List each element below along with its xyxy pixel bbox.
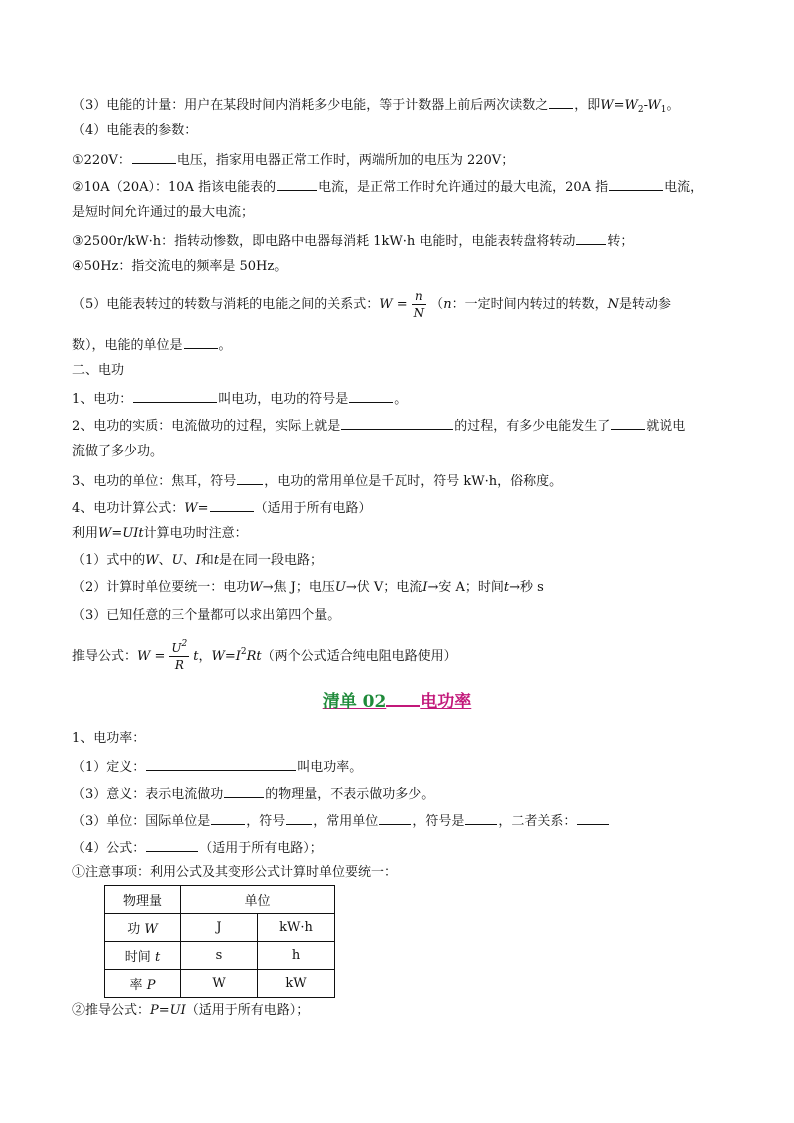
text: 流做了多少功。	[72, 444, 164, 459]
text: 叫电功，电功的符号是	[218, 392, 349, 407]
text: （3）电能的计量：用户在某段时间内消耗多少电能，等于计数器上前后两次读数之	[72, 98, 549, 113]
text: 。	[394, 392, 408, 407]
blank[interactable]	[576, 231, 606, 245]
blank[interactable]	[210, 498, 254, 512]
table-header-cell: 单位	[181, 886, 335, 914]
formula: W =	[137, 649, 166, 664]
text-line	[72, 471, 562, 491]
text: 二、电功	[72, 363, 125, 378]
text: 电流，是正常工作时允许通过的最大电流，20A 指	[318, 180, 609, 195]
text: 时间	[124, 950, 151, 965]
superscript: 2	[181, 638, 188, 649]
text: ，电功的常用单位是千瓦时，符号 kW·h，俗称度。	[264, 474, 563, 489]
text: 1、电功：	[72, 392, 133, 407]
text: （4）公式：	[72, 841, 146, 856]
formula: t	[503, 580, 510, 595]
text: 、	[182, 553, 196, 568]
formula: P	[146, 978, 156, 993]
text: 、	[158, 553, 172, 568]
text: ④50Hz：指交流电的频率是 50Hz。	[72, 259, 288, 274]
text-line	[72, 607, 340, 625]
text: 叫电功率。	[297, 760, 363, 775]
text: →焦 J；电压	[262, 580, 335, 595]
text-line	[72, 231, 633, 251]
text-line	[72, 498, 372, 518]
text: 。	[666, 98, 680, 113]
text-line	[72, 177, 703, 197]
text: ：一定时间内转过的转数，	[451, 297, 608, 312]
fraction	[412, 289, 427, 321]
text: （1）式中的	[72, 553, 146, 568]
blank[interactable]	[132, 150, 176, 164]
text: ，符号是	[412, 814, 465, 829]
text-line	[72, 730, 145, 748]
formula: I	[195, 553, 201, 568]
text-line	[72, 95, 679, 115]
fraction-numerator	[169, 638, 189, 657]
blank[interactable]	[277, 177, 317, 191]
text: ①220V：	[72, 153, 131, 168]
text: 3、电功的单位：焦耳，符号	[72, 474, 237, 489]
text: 1、电功率：	[72, 731, 146, 746]
text-line	[72, 258, 287, 276]
table-cell: kW	[258, 970, 335, 998]
text: 是转动参	[618, 297, 671, 312]
text: 。	[218, 338, 232, 353]
table-cell	[105, 970, 181, 998]
formula: W=	[184, 501, 209, 516]
text: （2）计算时单位要统一：电功	[72, 580, 250, 595]
text: ②10A（20A）：10A 指该电能表的	[72, 180, 277, 195]
text: （适用于所有电路）；	[185, 1003, 310, 1018]
text: ，符号	[246, 814, 286, 829]
text-line	[72, 443, 163, 461]
text: U	[171, 640, 182, 655]
text: （1）定义：	[72, 760, 146, 775]
text-line	[72, 150, 514, 170]
blank[interactable]	[349, 389, 393, 403]
text-line	[72, 335, 232, 355]
blank[interactable]	[379, 811, 411, 825]
blank[interactable]	[224, 784, 264, 798]
blank[interactable]	[184, 335, 218, 349]
formula: U	[171, 553, 183, 568]
formula: W	[249, 580, 263, 595]
fraction	[169, 638, 189, 673]
table-cell: kW·h	[258, 914, 335, 942]
text: ，	[198, 649, 212, 664]
superscript: 2	[240, 647, 247, 657]
blank[interactable]	[146, 757, 296, 771]
formula: W=W	[600, 98, 638, 113]
section-title	[72, 362, 124, 380]
blank[interactable]	[146, 838, 198, 852]
table-cell: W	[181, 970, 258, 998]
text-line	[72, 579, 544, 597]
heading-number: 清单 02	[322, 692, 387, 712]
text-line	[72, 389, 407, 409]
text: ，二者关系：	[498, 814, 577, 829]
table-cell	[105, 942, 181, 970]
blank[interactable]	[549, 95, 573, 109]
text: ②推导公式：	[72, 1003, 151, 1018]
fraction-denominator: N	[413, 305, 425, 320]
text: 功	[127, 922, 141, 937]
subscript: 2	[637, 105, 644, 115]
text: （两个公式适合纯电阻电路使用）	[261, 649, 457, 664]
heading-title: 电功率	[420, 692, 472, 712]
text-line	[72, 838, 323, 858]
blank[interactable]	[577, 811, 609, 825]
text: 是短时间允许通过的最大电流；	[72, 205, 255, 220]
text: （3）单位：国际单位是	[72, 814, 211, 829]
text: （适用于所有电路）；	[199, 841, 323, 856]
blank[interactable]	[133, 389, 217, 403]
text-line	[72, 864, 397, 882]
table-cell: s	[181, 942, 258, 970]
text: →伏 V；电流	[345, 580, 423, 595]
formula: W=I	[211, 649, 241, 664]
formula: t	[193, 649, 199, 664]
text: （适用于所有电路）	[254, 501, 372, 516]
formula: -W	[643, 98, 661, 113]
text: 2、电功的实质：电流做功的过程，实际上就是	[72, 419, 341, 434]
text-line	[72, 640, 457, 674]
text: 是在同一段电路；	[219, 553, 324, 568]
table-cell: h	[258, 942, 335, 970]
text: （3）意义：表示电流做功	[72, 787, 224, 802]
text-line	[72, 811, 610, 831]
formula: Rt	[246, 649, 262, 664]
text-line	[72, 757, 362, 777]
formula: W	[145, 553, 159, 568]
formula: N	[607, 297, 619, 312]
text: 的物理量，不表示做功多少。	[265, 787, 435, 802]
blank[interactable]	[465, 811, 497, 825]
text: （4）电能表的参数：	[72, 123, 198, 138]
table-header-row	[105, 886, 335, 914]
formula: W	[144, 922, 158, 937]
text: ，常用单位	[313, 814, 379, 829]
formula: W=UIt	[98, 526, 144, 541]
blank[interactable]	[286, 811, 312, 825]
blank[interactable]	[237, 471, 263, 485]
table-row	[105, 970, 335, 998]
table-cell: J	[181, 914, 258, 942]
text-line	[72, 416, 685, 436]
text: →秒 s	[509, 580, 544, 595]
table-cell	[105, 914, 181, 942]
text: （	[430, 297, 444, 312]
text: 转；	[607, 234, 634, 249]
blank[interactable]	[211, 811, 245, 825]
text: （5）电能表转过的转数与消耗的电能之间的关系式：	[72, 297, 380, 312]
text: 计算电功时注意：	[143, 526, 248, 541]
text-line	[72, 122, 197, 140]
fraction-numerator: n	[412, 289, 427, 305]
units-table	[104, 885, 335, 998]
heading-underline	[386, 689, 420, 707]
formula: n	[443, 297, 452, 312]
text-line	[72, 784, 434, 804]
text: 率	[129, 978, 143, 993]
text: 电流，	[664, 180, 704, 195]
formula: U	[334, 580, 346, 595]
text-line	[72, 204, 254, 222]
text: 电压，指家用电器正常工作时，两端所加的电压为 220V；	[176, 153, 515, 168]
text: ③2500r/kW·h：指转动惨数，即电路中电器每消耗 1kW·h 电能时，电能表转盘将转动	[72, 234, 576, 249]
text: 推导公式：	[72, 649, 138, 664]
subscript: 1	[660, 105, 667, 115]
text-line	[72, 552, 323, 570]
formula: t	[154, 950, 161, 965]
table-header-cell: 物理量	[105, 886, 181, 914]
formula: P=UI	[150, 1003, 186, 1018]
text: 的过程，有多少电能发生了	[454, 419, 611, 434]
text: 数），电能的单位是	[72, 338, 183, 353]
text: 4、电功计算公式：	[72, 501, 185, 516]
text: （3）已知任意的三个量都可以求出第四个量。	[72, 608, 341, 623]
formula: I	[422, 580, 428, 595]
table-row	[105, 942, 335, 970]
blank[interactable]	[341, 416, 453, 430]
text: 就说电	[646, 419, 686, 434]
text-line	[72, 1002, 309, 1020]
blank[interactable]	[611, 416, 645, 430]
text-line	[72, 288, 671, 322]
text: ①注意事项：利用公式及其变形公式计算时单位要统一：	[72, 865, 398, 880]
table-row	[105, 914, 335, 942]
section-heading	[0, 689, 794, 713]
text: 和	[200, 553, 214, 568]
formula: W =	[379, 297, 408, 312]
fraction-denominator: R	[174, 657, 184, 672]
text: 利用	[72, 526, 99, 541]
text: →安 A；时间	[427, 580, 504, 595]
text-line	[72, 525, 248, 543]
formula: t	[213, 553, 220, 568]
text: ，即	[574, 98, 601, 113]
blank[interactable]	[609, 177, 663, 191]
